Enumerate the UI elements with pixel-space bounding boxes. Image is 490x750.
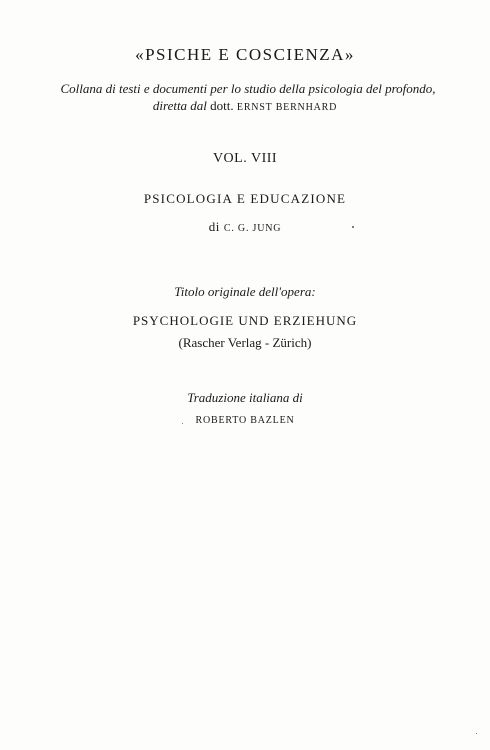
editor-prefix: diretta dal — [152, 98, 207, 113]
editor-name: ERNST BERNHARD — [236, 102, 338, 113]
series-editor — [0, 98, 490, 114]
original-title-label: Titolo originale dell'opera: — [174, 284, 316, 299]
translation-label: Traduzione italiana di — [187, 390, 303, 405]
print-speck — [182, 423, 183, 424]
series-title: «PSICHE E COSCIENZA» — [135, 45, 355, 64]
book-title: PSICOLOGIA E EDUCAZIONE — [143, 191, 347, 206]
author-prefix: di — [208, 219, 220, 234]
series-description: Collana di testi e documenti per lo studio della psicologia del profondo, — [60, 81, 436, 96]
translator-name: ROBERTO BAZLEN — [195, 415, 295, 426]
print-speck — [476, 733, 477, 734]
original-title: PSYCHOLOGIE UND ERZIEHUNG — [132, 313, 358, 328]
book-author — [0, 219, 490, 235]
editor-title: dott. — [210, 98, 234, 113]
author-name: C. G. JUNG — [223, 223, 282, 234]
print-speck — [352, 226, 354, 228]
volume-number: VOL. VIII — [212, 151, 278, 166]
original-publisher: (Rascher Verlag - Zürich) — [178, 335, 312, 350]
